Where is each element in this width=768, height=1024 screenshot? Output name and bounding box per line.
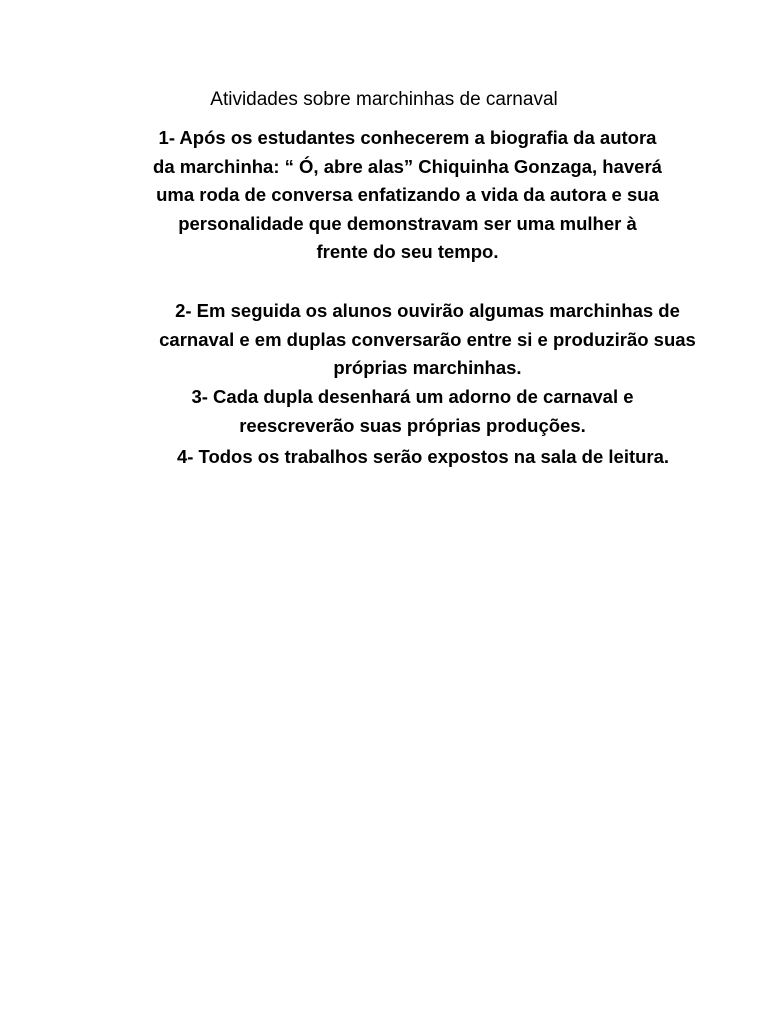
activity-item-4: 4- Todos os trabalhos serão expostos na sala de leitura. (176, 446, 670, 467)
activity-item-2: 2- Em seguida os alunos ouvirão algumas marchinhas de carnaval e em duplas conversarão entre si e produzirão suas próprias marchinhas. (159, 300, 696, 378)
activity-item-1: 1- Após os estudantes conhecerem a biografia da autora da marchinha: “ Ó, abre alas” Chiquinha Gonzaga, haverá uma roda de conversa enfatizando a vida da autora e sua personalidade que demonstravam ser uma mulher à frente do seu tempo. (153, 127, 662, 262)
activity-item-3: 3- Cada dupla desenhará um adorno de carnaval e reescreverão suas próprias produções. (191, 386, 634, 436)
document-title-text: Atividades sobre marchinhas de carnaval (210, 89, 558, 110)
document-title (0, 86, 768, 114)
